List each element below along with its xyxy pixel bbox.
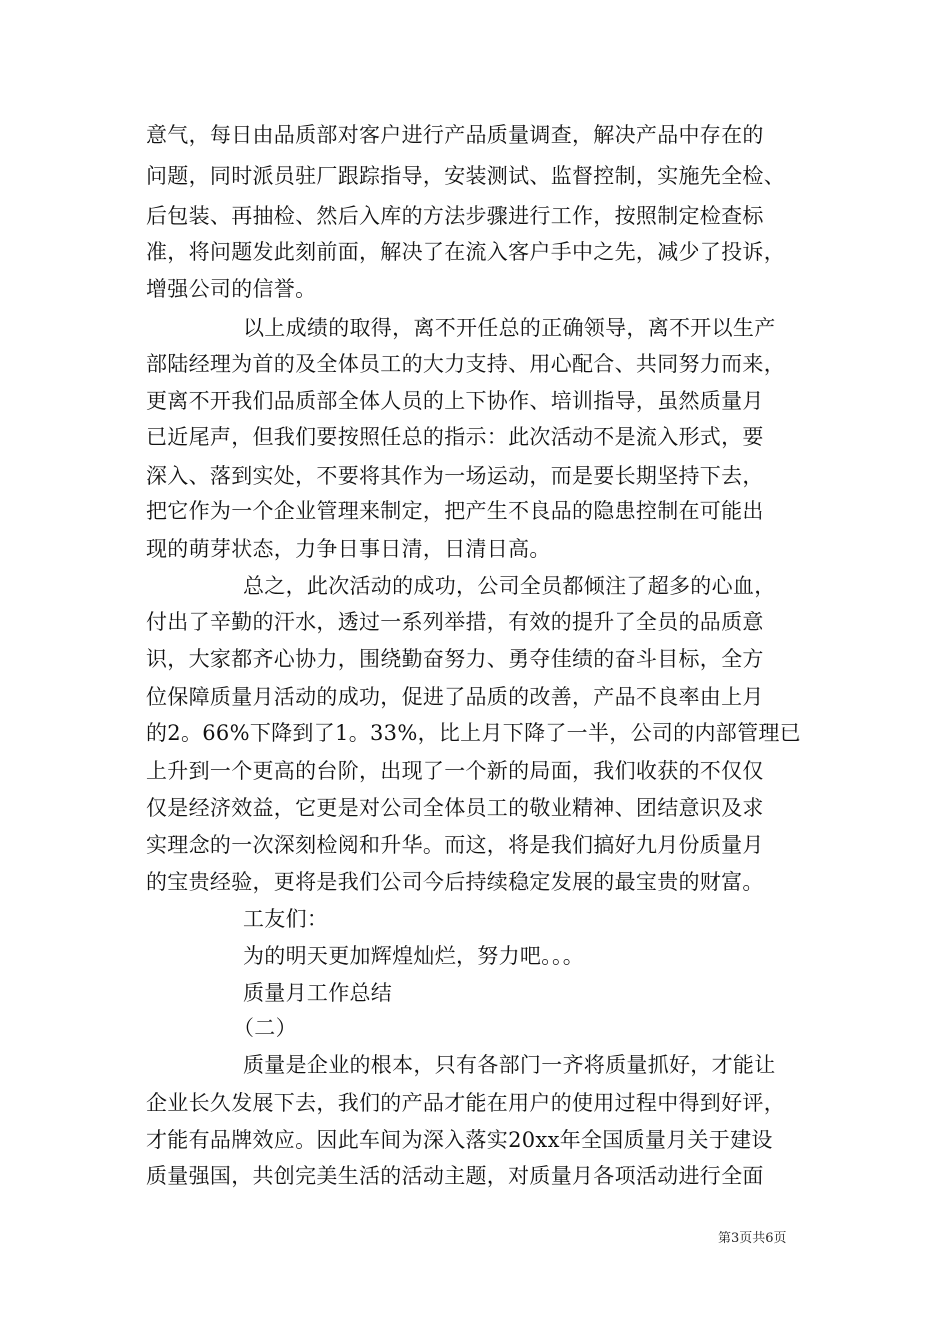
text-line: 总之，此次活动的成功，公司全员都倾注了超多的心血， (243, 574, 776, 598)
text-line: 意气，每日由品质部对客户进行产品质量调查，解决产品中存在的 (146, 123, 764, 147)
text-line: （二） (233, 1016, 297, 1040)
text-line: 付出了辛勤的汗水，透过一系列举措，有效的提升了全员的品质意 (146, 610, 764, 634)
text-line: 工友们： (243, 907, 329, 931)
text-line: 已近尾声，但我们要按照任总的指示：此次活动不是流入形式，要 (146, 425, 764, 449)
text-line: 实理念的一次深刻检阅和升华。而这，将是我们搞好九月份质量月 (146, 833, 764, 857)
text-line: 后包装、再抽检、然后入库的方法步骤进行工作，按照制定检查标 (146, 204, 764, 228)
text-line: 准，将问题发此刻前面，解决了在流入客户手中之先，减少了投诉， (146, 240, 785, 264)
text-line: 为的明天更加辉煌灿烂，努力吧。。。 (243, 944, 585, 968)
text-line: 问题，同时派员驻厂跟踪指导，安装测试、监督控制，实施先全检、 (146, 164, 785, 188)
text-line: 深入、落到实处，不要将其作为一场运动，而是要长期坚持下去， (146, 464, 764, 488)
text-line: 质量月工作总结 (243, 981, 393, 1005)
text-line: 部陆经理为首的及全体员工的大力支持、用心配合、共同努力而来， (146, 352, 785, 376)
text-line: 增强公司的信誉。 (146, 277, 317, 301)
text-line: 识，大家都齐心协力，围绕勤奋努力、勇夺佳绩的奋斗目标，全方 (146, 647, 764, 671)
text-line: 上升到一个更高的台阶，出现了一个新的局面，我们收获的不仅仅 (146, 759, 764, 783)
text-line: 企业长久发展下去，我们的产品才能在用户的使用过程中得到好评， (146, 1091, 785, 1115)
text-line: 质量强国，共创完美生活的活动主题，对质量月各项活动进行全面 (146, 1164, 764, 1188)
text-line: 才能有品牌效应。因此车间为深入落实20xx年全国质量月关于建设 (146, 1128, 773, 1152)
text-line: 现的萌芽状态，力争日事日清，日清日高。 (146, 537, 551, 561)
text-line: 的宝贵经验，更将是我们公司今后持续稳定发展的最宝贵的财富。 (146, 870, 764, 894)
text-line: 仅是经济效益，它更是对公司全体员工的敬业精神、团结意识及求 (146, 796, 764, 820)
text-line: 更离不开我们品质部全体人员的上下协作、培训指导，虽然质量月 (146, 389, 764, 413)
text-line: 的2。66%下降到了1。33%，比上月下降了一半，公司的内部管理已 (146, 721, 801, 745)
text-line: 位保障质量月活动的成功，促进了品质的改善，产品不良率由上月 (146, 685, 764, 709)
text-line: 把它作为一个企业管理来制定，把产生不良品的隐患控制在可能出 (146, 499, 764, 523)
text-line: 以上成绩的取得，离不开任总的正确领导，离不开以生产 (243, 316, 776, 340)
text-line: 质量是企业的根本，只有各部门一齐将质量抓好，才能让 (243, 1053, 776, 1077)
page-number-footer: 第3页共6页 (718, 1231, 787, 1246)
